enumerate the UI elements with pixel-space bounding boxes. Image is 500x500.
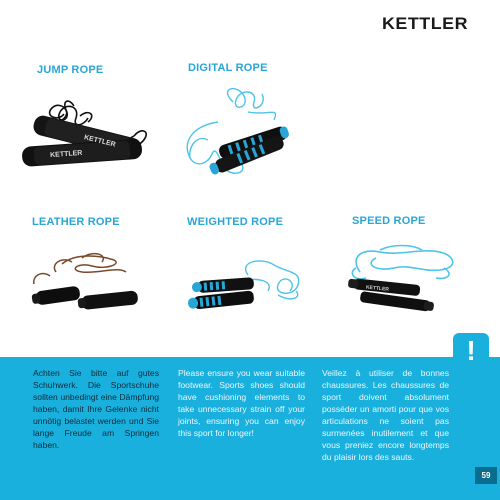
notice-text-german: Achten Sie bitte auf gutes Schuhwerk. Die Sportschuhe sollten unbedingt eine Dämpfung haben, damit Ihre Gelenke nicht unnötig belastet werden und Sie lange Freude am Springen haben. [33, 368, 159, 450]
brand-logo: KETTLER [382, 14, 468, 33]
notice-text-french: Veillez à utiliser de bonnes chaussures. Les chaussures de sport doivent absolument posséder un amorti pour que vos articulations ne soient pas surmenées inutilement et que vous preniez encore longtemps du plaisir lors des sauts. [322, 368, 449, 462]
notice-panel [0, 357, 500, 500]
speed-rope-image [340, 238, 466, 328]
exclamation-glyph: ! [466, 335, 476, 366]
digital-rope-image [178, 82, 316, 180]
product-title-digital-rope: DIGITAL ROPE [188, 62, 268, 74]
product-title-leather-rope: LEATHER ROPE [32, 216, 120, 228]
product-title-jump-rope: JUMP ROPE [37, 64, 104, 76]
product-title-weighted-rope: WEIGHTED ROPE [187, 216, 284, 228]
leather-rope-image [22, 250, 148, 318]
speed-rope-handle-text: KETTLER [365, 284, 390, 293]
exclamation-icon [453, 333, 489, 369]
jump-rope-image [14, 96, 164, 168]
page-number: 59 [475, 467, 497, 484]
notice-text-english: Please ensure you wear suitable footwear. Sports shoes should have cushioning elements to take unnecessary strain off your joints, ensuring you can enjoy this sport for longer! [178, 368, 305, 438]
weighted-rope-image [178, 255, 318, 327]
jump-rope-handle-text: KETTLER [83, 134, 117, 149]
product-title-speed-rope: SPEED ROPE [352, 215, 426, 227]
jump-rope-handle-text-2: KETTLER [49, 149, 83, 160]
